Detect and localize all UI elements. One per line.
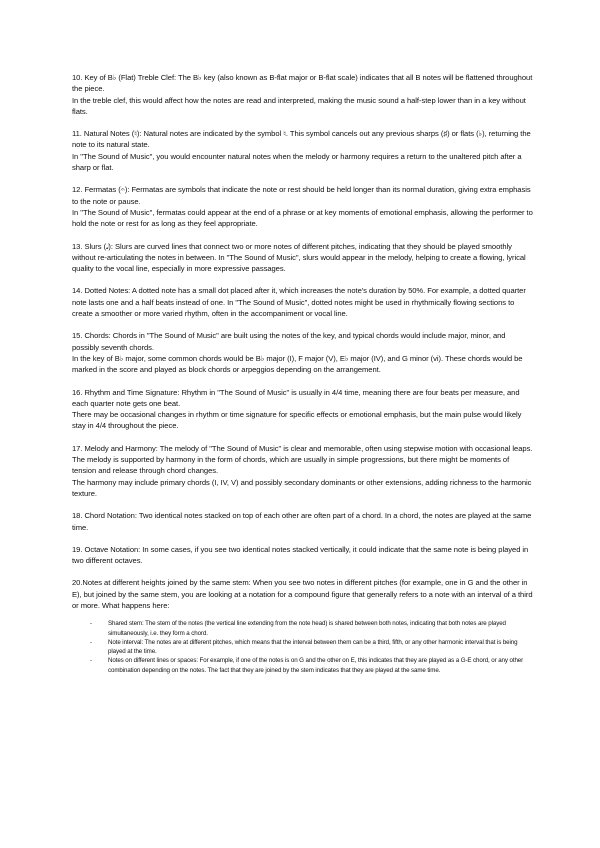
section-15-chords [72, 330, 534, 375]
list-item-text: Note interval: The notes are at different pitches, which means that the interval between them can be a third, fifth, or any other harmonic interval that is being played at the time. [108, 638, 518, 656]
paragraph: 11. Natural Notes (♮): Natural notes are indicated by the symbol ♮. This symbol cancels out any previous sharps (♯) or flats (♭), returning the note to its natural state. [72, 129, 531, 150]
bullet-marker: - [90, 620, 92, 628]
paragraph: The harmony may include primary chords (I, IV, V) and possibly secondary dominants or other extensions, adding richness to the harmonic texture. [72, 477, 532, 498]
paragraph: 16. Rhythm and Time Signature: Rhythm in "The Sound of Music" is usually in 4/4 time, meaning there are four beats per measure, and each quarter note gets one beat. [72, 387, 520, 408]
paragraph: In "The Sound of Music", you would encounter natural notes when the melody or harmony requires a return to the unaltered pitch after a sharp or flat. [72, 151, 522, 173]
paragraph: In the treble clef, this would affect how the notes are read and interpreted, making the music sound a half-step lower than in a key without flats. [72, 95, 526, 116]
section-16-rhythm-and-time-signature [72, 387, 534, 432]
paragraph: 12. Fermatas (𝄐): Fermatas are symbols that indicate the note or rest should be held longer than its normal duration, giving extra emphasis to the note or pause. [72, 185, 531, 206]
section-17-melody-and-harmony [72, 443, 534, 499]
list-item [72, 656, 534, 675]
section-13-slurs [72, 241, 534, 275]
section-19-octave-notation [72, 544, 534, 567]
section-18-chord-notation [72, 510, 534, 533]
paragraph: 20.Notes at different heights joined by the same stem: When you see two notes in different pitches (for example, one in G and the other in E), but joined by the same stem, you are looking at a notation for a compound figure that generally refers to a note with an interval of a third or more. What happens here: [72, 578, 533, 610]
paragraph: In "The Sound of Music", fermatas could appear at the end of a phrase or at key moments of emotional emphasis, allowing the performer to hold the note or rest for as long as they feel appropriate. [72, 207, 533, 229]
document-page [72, 72, 534, 686]
section-10-key-of-b-flat [72, 72, 534, 117]
bullet-marker: - [90, 638, 92, 646]
paragraph: 15. Chords: Chords in "The Sound of Music" are built using the notes of the key, and typical chords would include major, minor, and possibly seventh chords. [72, 331, 506, 352]
bullet-list [72, 619, 534, 675]
paragraph: 18. Chord Notation: Two identical notes stacked on top of each other are often part of a chord. In a chord, the notes are played at the same time. [72, 511, 532, 532]
paragraph: 14. Dotted Notes: A dotted note has a small dot placed after it, which increases the note's duration by 50%. For example, a dotted quarter note lasts one and a half beats instead of one. In "The Sound of Music", dotted notes might be used in rhythmically flowing sections to create a smoother or more varied rhythm, often in the accompaniment or vocal line. [72, 286, 526, 319]
list-item [72, 619, 534, 638]
section-11-natural-notes [72, 128, 534, 173]
list-item [72, 638, 534, 657]
paragraph: 10. Key of B♭ (Flat) Treble Clef: The B♭ key (also known as B-flat major or B-flat scale) indicates that all B notes will be flattened throughout the piece. [72, 73, 533, 94]
section-14-dotted-notes [72, 285, 534, 319]
list-item-text: Notes on different lines or spaces: For example, if one of the notes is on G and the other on E, this indicates that they are played as a G-E chord, or any other combination depending on the notes. The fact that they are joined by the stem indicates that they are played at the same time. [108, 657, 524, 674]
paragraph: 19. Octave Notation: In some cases, if you see two identical notes stacked vertically, it could indicate that the same note is being played in two different octaves. [72, 544, 529, 566]
section-12-fermatas [72, 184, 534, 229]
list-item-text: Shared stem: The stem of the notes (the vertical line extending from the note head) is shared between both notes, indicating that both notes are played simultaneously, i.e. they form a chord. [108, 620, 506, 637]
paragraph: 17. Melody and Harmony: The melody of "The Sound of Music" is clear and memorable, often using stepwise motion with occasional leaps. The melody is supported by harmony in the form of chords, which are usually in simple progressions, but there might be moments of tension and release through chord changes. [72, 443, 533, 476]
section-20-notes-joined-by-stem [72, 577, 534, 675]
paragraph: There may be occasional changes in rhythm or time signature for specific effects or emotional emphasis, but the main pulse would likely stay in 4/4 throughout the piece. [72, 410, 522, 431]
paragraph: 13. Slurs (𝅘𝅥): Slurs are curved lines that connect two or more notes of different pitches, indicating that they should be played smoothly without re-articulating the notes in between. In "The Sound of Music", slurs would appear in the melody, helping to create a flowing, lyrical quality to the vocal line, especially in more expressive passages. [72, 241, 526, 274]
paragraph: In the key of B♭ major, some common chords would be B♭ major (I), F major (V), E♭ major (IV), and G minor (vi). These chords would be marked in the score and played as block chords or arpeggios depending on the arrangement. [72, 353, 523, 375]
bullet-marker: - [90, 657, 92, 665]
